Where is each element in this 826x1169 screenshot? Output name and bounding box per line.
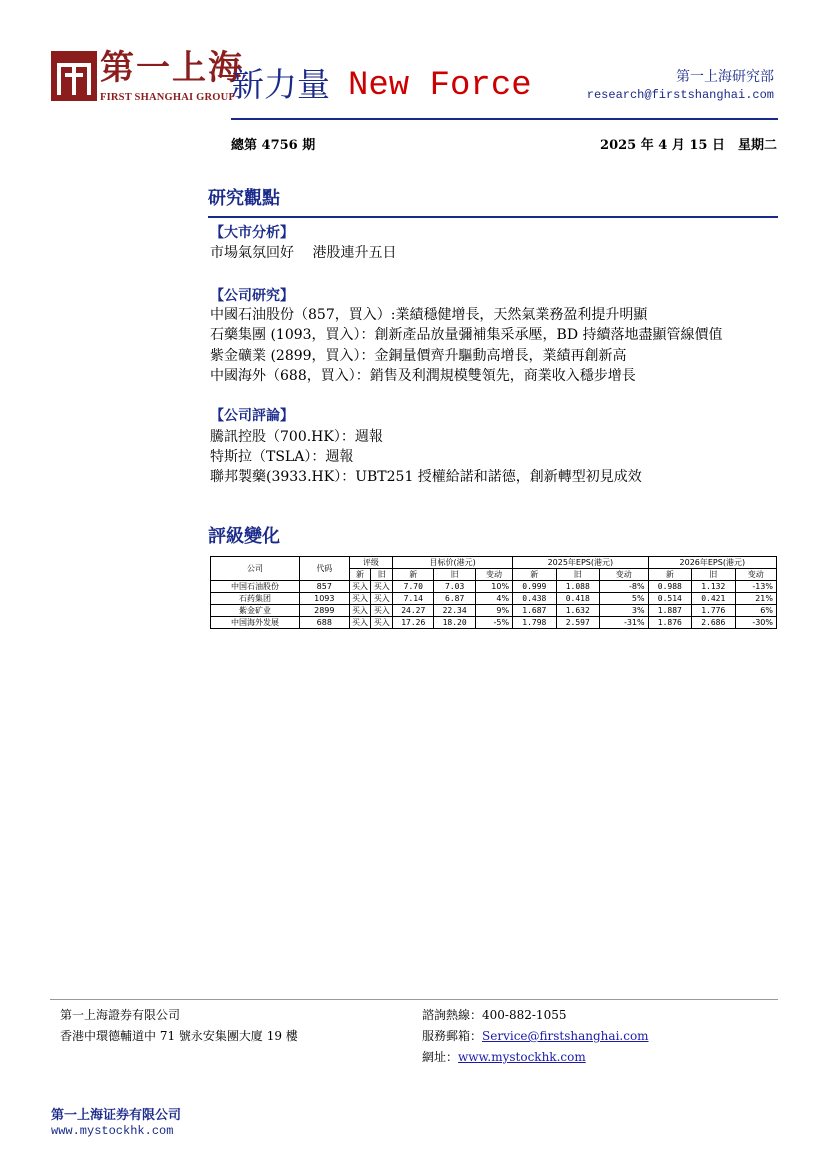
website-link[interactable]: www.mystockhk.com [458,1050,586,1064]
col-code: 代码 [299,557,349,581]
cell-target-new: 7.70 [393,581,434,593]
cell-target-old: 18.20 [434,617,475,629]
table-row [211,617,777,629]
rating-change-table [210,556,777,629]
cell-eps25-change: -31% [599,617,648,629]
newsletter-name-chinese: 新力量 [231,65,330,104]
sub-new: 新 [393,569,434,581]
col-company: 公司 [211,557,300,581]
table-row [211,593,777,605]
sub-new: 新 [349,569,371,581]
cell-eps26-old: 1.776 [692,605,735,617]
company-research-item[interactable]: 中國海外（688，買入）：銷售及利潤規模雙領先，商業收入穩步增長 [210,368,636,384]
cell-eps26-old: 1.132 [692,581,735,593]
market-analysis-heading: 【大市分析】 [210,225,294,241]
cell-eps25-new: 1.798 [513,617,556,629]
sub-new: 新 [513,569,556,581]
footer-divider [50,999,778,1000]
cell-rating-new: 买入 [349,581,371,593]
cell-target-new: 7.14 [393,593,434,605]
sub-old: 旧 [556,569,599,581]
newsletter-name-english: New Force [348,67,532,105]
cell-eps26-change: -30% [735,617,776,629]
company-review-heading: 【公司評論】 [210,408,294,424]
cell-eps26-change: 21% [735,593,776,605]
sub-new: 新 [648,569,691,581]
company-review-item[interactable]: 聯邦製藥(3933.HK）：UBT251 授權給諾和諾德，創新轉型初見成效 [210,469,642,485]
cell-code: 2899 [299,605,349,617]
cell-company: 中国海外发展 [211,617,300,629]
cell-target-old: 7.03 [434,581,475,593]
rating-change-title: 評級變化 [208,526,280,547]
footer-email [422,1027,649,1044]
company-review-item[interactable]: 特斯拉（TSLA）：週報 [210,449,354,465]
cell-code: 857 [299,581,349,593]
cell-target-change: 4% [475,593,512,605]
cell-rating-new: 买入 [349,617,371,629]
cell-eps25-new: 1.687 [513,605,556,617]
cell-eps26-new: 1.887 [648,605,691,617]
hotline-label: 諮詢熱線： [422,1008,483,1022]
cell-target-change: 9% [475,605,512,617]
cell-eps26-old: 2.686 [692,617,735,629]
logo-chinese-name: 第一上海 [100,48,244,88]
col-eps-2025: 2025年EPS(港元) [513,557,649,569]
cell-eps25-new: 0.999 [513,581,556,593]
cell-eps26-old: 0.421 [692,593,735,605]
market-analysis-line: 市場氣氛回好 港股連升五日 [210,245,397,261]
research-email: research@firstshanghai.com [586,88,774,102]
hotline-number: 400-882-1055 [482,1008,567,1022]
service-email-link[interactable]: Service@firstshanghai.com [482,1029,649,1043]
company-logo-mark [51,51,97,101]
cell-target-old: 22.34 [434,605,475,617]
cell-rating-old: 买入 [371,581,393,593]
company-review-item[interactable]: 騰訊控股（700.HK）：週報 [210,429,383,445]
sub-change: 变动 [599,569,648,581]
cell-rating-old: 买入 [371,605,393,617]
cell-rating-old: 买入 [371,593,393,605]
bottom-website[interactable]: www.mystockhk.com [51,1124,174,1138]
cell-eps25-old: 2.597 [556,617,599,629]
cell-target-new: 24.27 [393,605,434,617]
email-label: 服務郵箱： [422,1029,483,1043]
cell-eps26-new: 0.514 [648,593,691,605]
cell-company: 石药集团 [211,593,300,605]
cell-eps25-change: 3% [599,605,648,617]
cell-eps25-change: 5% [599,593,648,605]
cell-code: 1093 [299,593,349,605]
col-rating: 评级 [349,557,392,569]
sub-old: 旧 [371,569,393,581]
company-research-item[interactable]: 中國石油股份（857，買入）:業績穩健增長，天然氣業務盈利提升明顯 [210,307,648,323]
col-target: 目标价(港元) [393,557,513,569]
cell-company: 紫金矿业 [211,605,300,617]
col-eps-2026: 2026年EPS(港元) [648,557,776,569]
issue-date: 2025 年 4 月 15 日 星期二 [600,138,777,153]
section-divider [208,216,778,218]
cell-rating-new: 买入 [349,593,371,605]
company-research-item[interactable]: 紫金礦業 (2899，買入）：金銅量價齊升驅動高增長，業績再創新高 [210,348,627,364]
cell-eps25-old: 1.632 [556,605,599,617]
footer-hotline [422,1006,566,1023]
company-research-item[interactable]: 石藥集團 (1093，買入）：創新產品放量彌補集采承壓，BD 持續落地盡顯管線價值 [210,327,723,343]
cell-target-change: 10% [475,581,512,593]
research-department: 第一上海研究部 [676,69,774,85]
cell-company: 中国石油股份 [211,581,300,593]
cell-eps25-old: 0.418 [556,593,599,605]
sub-change: 变动 [735,569,776,581]
issue-number: 總第 4756 期 [231,138,316,153]
cell-rating-old: 买入 [371,617,393,629]
cell-eps26-new: 0.988 [648,581,691,593]
cell-eps26-change: -13% [735,581,776,593]
cell-eps25-new: 0.438 [513,593,556,605]
company-research-heading: 【公司研究】 [210,288,294,304]
bottom-company-name: 第一上海证券有限公司 [51,1108,182,1123]
cell-eps26-new: 1.876 [648,617,691,629]
footer-company: 第一上海證券有限公司 [60,1008,181,1022]
cell-eps26-change: 6% [735,605,776,617]
cell-target-old: 6.87 [434,593,475,605]
sub-change: 变动 [475,569,512,581]
header-divider [231,118,778,120]
sub-old: 旧 [434,569,475,581]
logo-english-name: FIRST SHANGHAI GROUP [100,92,236,103]
table-row [211,581,777,593]
cell-eps25-change: -8% [599,581,648,593]
cell-target-new: 17.26 [393,617,434,629]
cell-eps25-old: 1.088 [556,581,599,593]
cell-code: 688 [299,617,349,629]
sub-old: 旧 [692,569,735,581]
footer-website [422,1048,586,1065]
cell-target-change: -5% [475,617,512,629]
table-row [211,605,777,617]
research-section-title: 研究觀點 [208,188,280,209]
website-label: 網址： [422,1050,459,1064]
cell-rating-new: 买入 [349,605,371,617]
footer-address: 香港中環德輔道中 71 號永安集團大廈 19 樓 [60,1029,298,1043]
